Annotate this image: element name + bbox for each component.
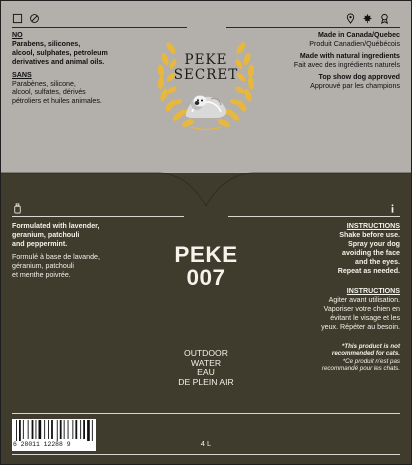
product-subtitle-2: WATER (190, 357, 222, 368)
barcode-digits: 6 28011 12288 9 (13, 441, 71, 448)
instructions-fr-1: Agiter avant utilisation. (328, 295, 400, 304)
formulation-fr-1: Formulé à base de lavande, (12, 252, 100, 261)
product-title-line-1: PEKE (174, 242, 238, 267)
warning-fr-1: *Ce produit n'est pas (342, 357, 400, 365)
instructions-en-4: and the eyes. (355, 257, 400, 266)
product-subtitle-3: EAU (197, 367, 215, 378)
formulation-en-3: and peppermint. (12, 239, 68, 248)
show-dog-en: Top show dog approved (318, 72, 400, 81)
en-no-header: NO (12, 31, 23, 39)
fr-sans-line-1: Parabènes, silicone, (12, 79, 76, 88)
warning-fr-2: recommandé pour les chats. (321, 365, 400, 373)
fr-sans-header: SANS (12, 70, 32, 79)
en-no-line-1: Parabens, silicones, (12, 39, 81, 48)
fr-sans-line-2: alcool, sulfates, dérivés (12, 88, 86, 97)
product-subtitle-4: DE PLEIN AIR (178, 377, 234, 388)
instructions-en-5: Repeat as needed. (337, 266, 400, 275)
instructions-en-2: Spray your dog (347, 239, 400, 248)
en-no-line-2: alcool, sulphates, petroleum (12, 48, 108, 57)
made-in-fr: Produit Canadien/Québécois (309, 39, 400, 48)
product-title-line-2: 007 (186, 265, 226, 290)
formulation-en-2: geranium, patchouli (12, 230, 80, 239)
instructions-fr-4: yeux. Répéter au besoin. (321, 322, 400, 331)
brand-name-line-2: SECRET (173, 67, 239, 83)
fr-sans-line-3: pétroliers et huiles animales. (12, 97, 102, 106)
warning-en-2: recommended for cats. (331, 350, 400, 358)
made-in-en: Made in Canada/Quebec (318, 31, 400, 39)
instructions-en-header: INSTRUCTIONS (346, 222, 400, 230)
show-dog-fr: Approuvé par les champions (310, 81, 400, 90)
instructions-en-3: avoiding the face (342, 248, 400, 257)
natural-en: Made with natural ingredients (299, 51, 400, 60)
brand-name-line-1: PEKE (184, 52, 228, 68)
instructions-fr-header: INSTRUCTIONS (346, 287, 400, 295)
product-subtitle-1: OUTDOOR (184, 348, 228, 358)
instructions-en-1: Shake before use. (339, 230, 400, 239)
instructions-fr-2: Vaporiser votre chien en (323, 304, 400, 313)
volume: 4 L (200, 439, 212, 448)
formulation-fr-3: et menthe poivrée. (12, 270, 71, 279)
warning-en-1: *This product is not (341, 343, 400, 350)
instructions-fr-3: évitant le visage et les (330, 313, 400, 322)
formulation-fr-2: géranium, patchouli (12, 261, 74, 270)
en-no-line-3: derivatives and animal oils. (12, 57, 105, 66)
formulation-en-1: Formulated with lavender, (12, 222, 100, 230)
natural-fr: Fait avec des ingrédients naturels (293, 60, 400, 69)
